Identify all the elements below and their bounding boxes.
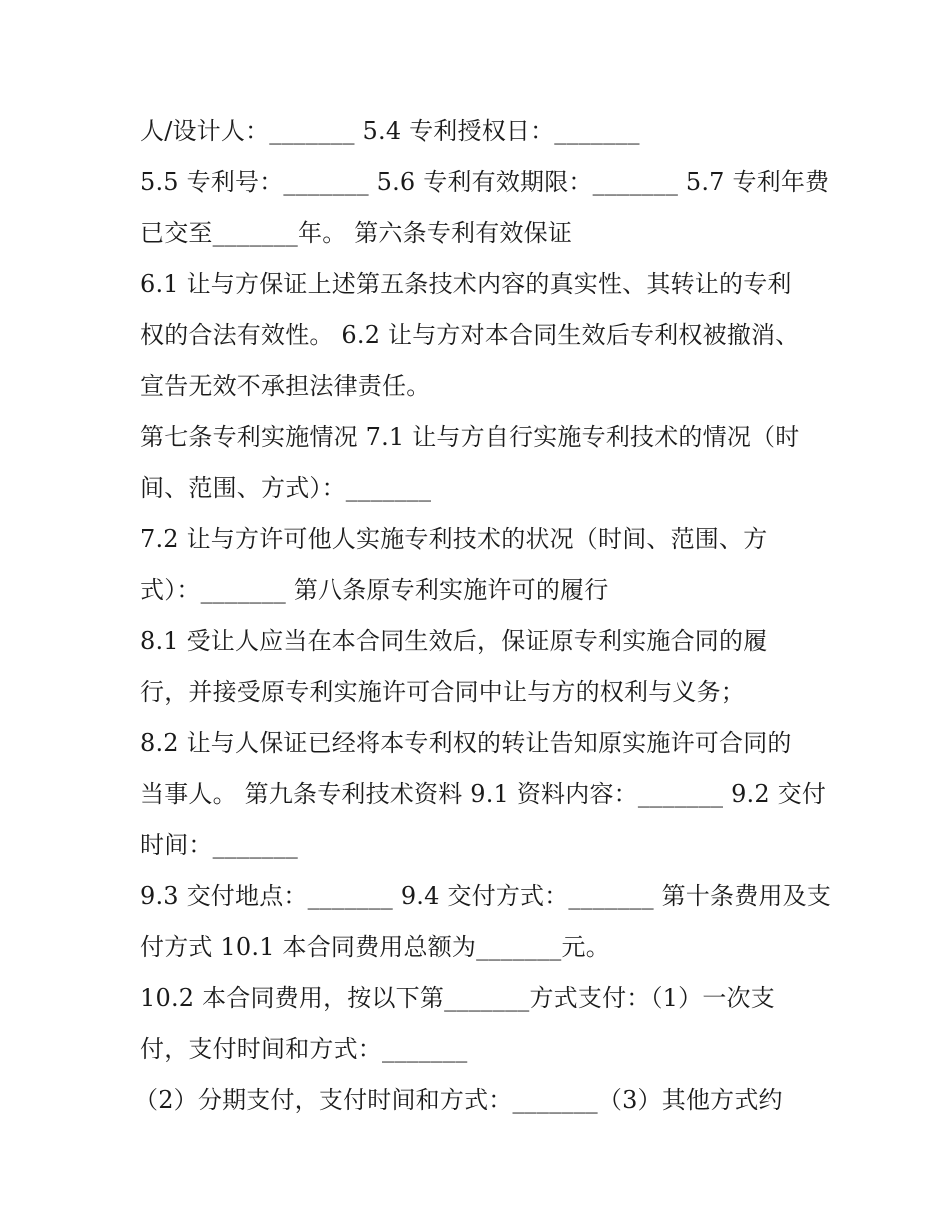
document-line-2: 5.5 专利号：_______ 5.6 专利有效期限：_______ 5.7 专利年费 <box>140 168 830 196</box>
document-line-8: 间、范围、方式）：_______ <box>140 474 432 502</box>
document-line-12: 行，并接受原专利实施许可合同中让与方的权利与义务； <box>140 678 745 706</box>
document-line-15: 时间：_______ <box>140 831 298 859</box>
document-line-17: 付方式 10.1 本合同费用总额为_______元。 <box>140 933 610 961</box>
document-line-7: 第七条专利实施情况 7.1 让与方自行实施专利技术的情况（时 <box>140 423 800 451</box>
document-line-19: 付，支付时间和方式：_______ <box>140 1035 468 1063</box>
document-line-11: 8.1 受让人应当在本合同生效后，保证原专利实施合同的履 <box>140 627 768 655</box>
document-line-10: 式）：_______ 第八条原专利实施许可的履行 <box>140 576 609 604</box>
document-line-1: 人/设计人：_______ 5.4 专利授权日：_______ <box>140 117 640 145</box>
document-line-16: 9.3 交付地点：_______ 9.4 交付方式：_______ 第十条费用及支 <box>140 882 832 910</box>
document-line-14: 当事人。 第九条专利技术资料 9.1 资料内容：_______ 9.2 交付 <box>140 780 827 808</box>
document-line-9: 7.2 让与方许可他人实施专利技术的状况（时间、范围、方 <box>140 525 768 553</box>
document-page <box>134 106 832 1126</box>
document-line-13: 8.2 让与人保证已经将本专利权的转让告知原实施许可合同的 <box>140 729 792 757</box>
document-line-4: 6.1 让与方保证上述第五条技术内容的真实性、其转让的专利 <box>140 270 792 298</box>
document-line-5: 权的合法有效性。 6.2 让与方对本合同生效后专利权被撤消、 <box>140 321 800 349</box>
document-line-20: （2）分期支付，支付时间和方式：_______（3）其他方式约 <box>134 1086 783 1114</box>
document-line-18: 10.2 本合同费用，按以下第_______方式支付：（1）一次支 <box>140 984 775 1012</box>
document-line-3: 已交至_______年。 第六条专利有效保证 <box>140 219 573 247</box>
document-line-6: 宣告无效不承担法律责任。 <box>140 372 431 400</box>
